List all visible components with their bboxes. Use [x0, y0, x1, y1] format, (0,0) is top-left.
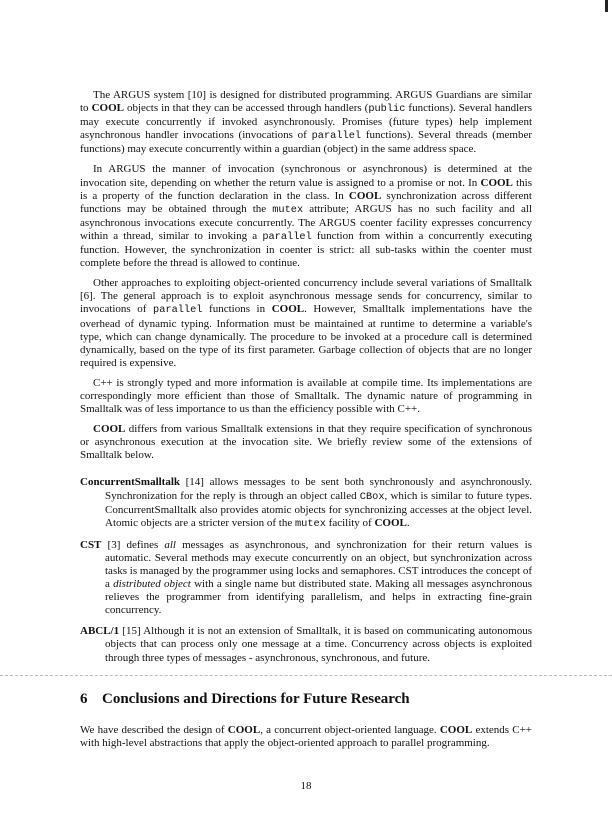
code-term: parallel: [153, 304, 203, 317]
scan-divider: [0, 675, 612, 676]
bold-term: COOL: [374, 516, 407, 529]
text-run: functions). Several threads (member functions) may execute concurrently within a guardian (object) in the same address space.: [80, 129, 532, 156]
text-run: differs from various Smalltalk extensions in that they require specification of synchronous or asynchronous execution at the invocation site. We briefly review some of the extensions of Smalltalk below.: [80, 423, 532, 462]
text-run: .: [406, 516, 410, 529]
item-abcl1: [80, 625, 532, 664]
text-run: functions). Several handlers may execute concurrently if invoked asynchronously. Promises (future types) help implement asynchronous handler invocations (invocations of: [80, 102, 532, 142]
emphasis-term: all: [164, 538, 176, 551]
paragraph-conclusions: [80, 724, 532, 750]
text-run: attribute; ARGUS has no such facility and all asynchronous invocations execute concurrently. The ARGUS coenter facility expresses concurrency within a thread, similar to invoking a: [80, 202, 532, 242]
bold-term: ABCL/1: [80, 625, 120, 638]
text-run: this is a property of the function declaration in the class. In: [80, 176, 532, 202]
bold-term: COOL: [93, 423, 126, 436]
text-run: synchronization across different functions may be obtained through the: [80, 189, 532, 215]
bold-term: COOL: [227, 723, 261, 736]
paragraph-argus-invocation: [80, 163, 532, 270]
text-run: extends C++ with high-level abstractions that apply the object-oriented approach to parallel programming.: [80, 723, 532, 749]
text-run: [14] allows messages to be sent both synchronously and asynchronously. Synchronization for the reply is through an object called: [105, 476, 532, 502]
text-run: Other approaches to exploiting object-oriented concurrency include several variations of Smalltalk [6]. The general approach is to exploit asynchronous message sends for concurrency, similar to invocations of: [80, 277, 532, 316]
text-run: objects in that they can be accessed through handlers (: [123, 102, 369, 115]
item-concurrentsmalltalk: [80, 476, 532, 530]
bold-term: COOL: [480, 176, 513, 189]
code-term: mutex: [272, 203, 304, 216]
text-run: , which is similar to future types. ConcurrentSmalltalk also provides atomic objects for synchronizing accesses at the object level. Atomic objects are a stricter version of the: [105, 489, 532, 529]
text-run: , a concurrent object-oriented language.: [260, 723, 440, 736]
paragraph-cool-differs: [80, 423, 532, 462]
code-term: mutex: [295, 517, 326, 530]
bold-term: COOL: [439, 723, 473, 736]
paragraph-smalltalk: [80, 277, 532, 370]
section-number: 6: [80, 690, 88, 707]
item-cst: [80, 539, 532, 618]
text-run: function from within a concurrently executing function. However, the synchronization in coenter is strict: all sub-tasks within the coenter must complete before the thread is allowed to continue.: [80, 229, 532, 270]
section-heading: [80, 690, 532, 708]
text-run: with a single name but distributed state. Making all messages asynchronous relieves the programmer from identifying parallelism, and helps in extracting fine-grain concurrency.: [105, 578, 532, 617]
paragraph-argus-intro: [80, 89, 532, 156]
text-run: [3] defines: [101, 538, 165, 551]
text-run: The ARGUS system [10] is designed for distributed programming. ARGUS Guardians are similar to: [80, 89, 532, 115]
text-run: . However, Smalltalk implementations have the overhead of dynamic typing. Information must be maintained at runtime to determine a variable's type, which can change dynamically. The procedure to be invoked at a procedure call is determined dynamically, based on the type of its first parameter. Garbage collection of objects that are no longer required is expensive.: [80, 303, 533, 369]
bold-term: COOL: [91, 102, 124, 115]
paragraph-cpp: [80, 377, 532, 416]
code-term: parallel: [262, 230, 312, 243]
bold-term: CST: [80, 538, 102, 551]
code-term: CBox: [359, 490, 385, 503]
bold-term: ConcurrentSmalltalk: [80, 476, 181, 489]
text-run: messages as asynchronous, and synchronization for their return values is automatic. Several methods may execute concurrently on an object, but synchronization across tasks is managed by the programmer using locks and semaphores. CST introduces the concept of a: [105, 538, 533, 591]
page-number: 18: [300, 779, 312, 792]
text-run: [15] Although it is not an extension of Smalltalk, it is based on communicating autonomous objects that can process only one message at a time. Concurrency across objects is exploited through three types of messages - asynchronous, synchronous, and future.: [105, 625, 532, 664]
text-run: functions in: [202, 303, 272, 316]
text-run: C++ is strongly typed and more information is available at compile time. Its implementations are correspondingly more efficient than those of Smalltalk. The dynamic nature of programming in Smalltalk was of less importance to us than the efficiency possible with C++.: [80, 376, 532, 416]
code-term: public: [368, 103, 406, 116]
bold-term: COOL: [348, 189, 382, 202]
text-run: facility of: [325, 516, 375, 529]
code-term: parallel: [311, 130, 362, 143]
bold-term: COOL: [271, 303, 305, 316]
text-run: We have described the design of: [80, 723, 228, 736]
section-title: Conclusions and Directions for Future Research: [102, 690, 410, 707]
text-run: In ARGUS the manner of invocation (synchronous or asynchronous) is determined at the invocation site, depending on whether the return value is assigned to a promise or not. In: [80, 163, 532, 189]
emphasis-term: distributed object: [113, 578, 191, 591]
